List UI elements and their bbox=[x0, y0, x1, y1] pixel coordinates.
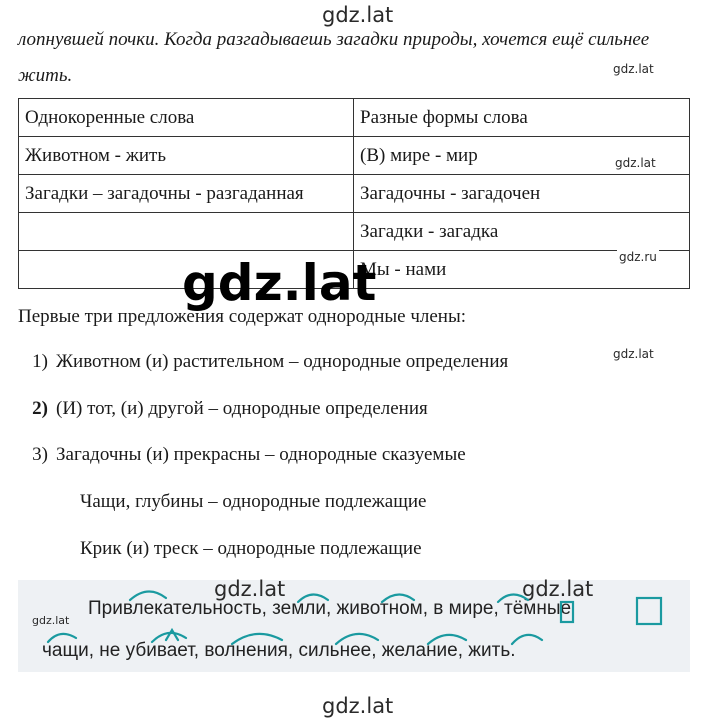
table-cell bbox=[19, 213, 354, 251]
exercise-line-2: чащи, не убивает, волнения, сильнее, желание, жить. bbox=[42, 640, 516, 661]
watermark-right-2: gdz.lat bbox=[615, 156, 656, 170]
analysis-item-3 bbox=[18, 444, 466, 466]
table-row bbox=[19, 175, 690, 213]
item-number: 3) bbox=[32, 444, 48, 465]
table-header: Однокоренные слова bbox=[19, 99, 354, 137]
table-row bbox=[19, 213, 690, 251]
table-cell: Загадочны - загадочен bbox=[354, 175, 690, 213]
item-number: 2) bbox=[32, 398, 48, 419]
watermark-band-right: gdz.lat bbox=[522, 577, 594, 601]
item-text: (И) тот, (и) другой – однородные определения bbox=[56, 398, 428, 419]
table-cell: Загадки – загадочны - разгаданная bbox=[19, 175, 354, 213]
watermark-band-mid: gdz.lat bbox=[214, 577, 286, 601]
intro-text: лопнувшей почки. Когда разгадываешь загадки природы, хочется ещё сильнее жить. bbox=[18, 29, 650, 86]
analysis-extra-2: Крик (и) треск – однородные подлежащие bbox=[80, 538, 422, 559]
watermark-bottom: gdz.lat bbox=[322, 694, 394, 718]
watermark-top: gdz.lat bbox=[322, 3, 394, 27]
table-row bbox=[19, 137, 690, 175]
table-cell: Животном - жить bbox=[19, 137, 354, 175]
watermark-right-1: gdz.lat bbox=[613, 62, 654, 76]
item-number: 1) bbox=[32, 351, 48, 372]
table-header-row bbox=[19, 99, 690, 137]
analysis-extra-1: Чащи, глубины – однородные подлежащие bbox=[80, 491, 427, 512]
exercise-line-1: Привлекательность, земли, животном, в мире, тёмные bbox=[88, 598, 572, 619]
analysis-intro: Первые три предложения содержат однородные члены: bbox=[18, 306, 467, 327]
item-text: Животном (и) растительном – однородные определения bbox=[56, 351, 509, 372]
analysis-item-1 bbox=[18, 351, 508, 373]
analysis-item-2 bbox=[18, 398, 428, 420]
item-text: Загадочны (и) прекрасны – однородные сказуемые bbox=[56, 444, 466, 465]
watermark-big: gdz.lat bbox=[182, 254, 377, 312]
table-header: Разные формы слова bbox=[354, 99, 690, 137]
watermark-right-3: gdz.lat bbox=[613, 347, 654, 361]
watermark-band-left: gdz.lat bbox=[32, 614, 70, 627]
watermark-ru: gdz.ru bbox=[619, 250, 657, 264]
table-cell: (В) мире - мир bbox=[354, 137, 690, 175]
table-cell: Мы - нами bbox=[354, 251, 690, 289]
table-cell: Загадки - загадка bbox=[354, 213, 690, 251]
